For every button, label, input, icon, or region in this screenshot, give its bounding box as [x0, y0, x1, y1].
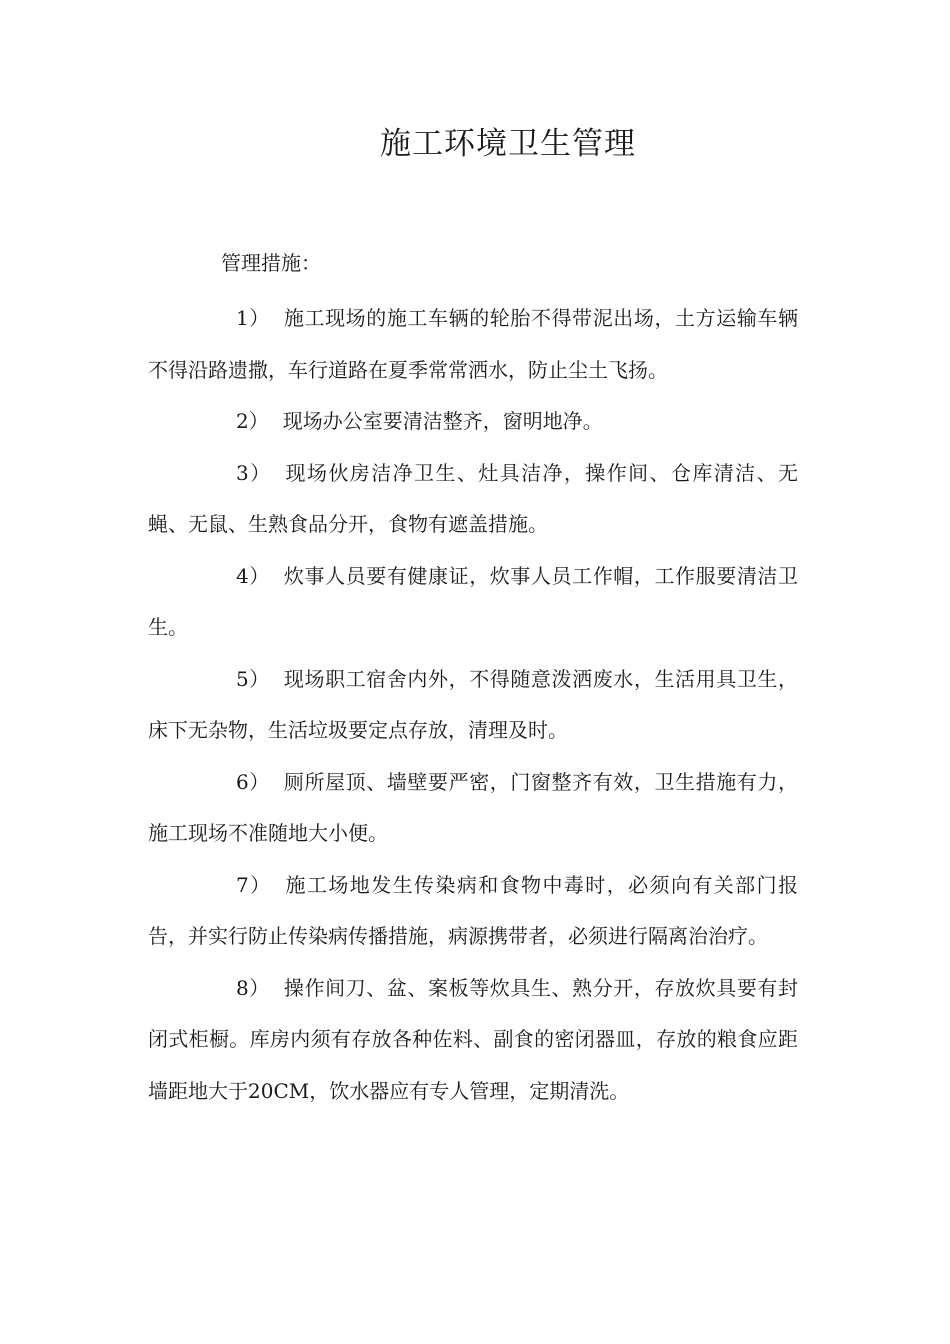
item-number: 7）	[236, 872, 272, 897]
item-number: 2）	[236, 409, 269, 433]
item-text: 现场办公室要清洁整齐，窗明地净。	[282, 409, 603, 433]
list-item	[148, 654, 798, 757]
item-text: 操作间刀、盆、案板等炊具生、熟分开，存放炊具要有封闭式柜橱。库房内须有存放各种佐料、副食的密闭器皿，存放的粮食应距墙距地大于20CM，饮水器应有专人管理，定期清洗。	[148, 975, 798, 1103]
list-item	[148, 448, 798, 551]
list-item	[148, 293, 798, 396]
item-text: 厕所屋顶、墙壁要严密，门窗整齐有效，卫生措施有力，施工现场不准随地大小便。	[148, 769, 798, 845]
item-text: 施工场地发生传染病和食物中毒时，必须向有关部门报告，并实行防止传染病传播措施，病源携带者，必须进行隔离治治疗。	[148, 872, 798, 948]
list-item	[148, 757, 798, 860]
item-text: 施工现场的施工车辆的轮胎不得带泥出场，土方运输车辆不得沿路遗撒，车行道路在夏季常常洒水，防止尘土飞扬。	[148, 306, 798, 382]
list-item	[148, 551, 798, 654]
section-heading: 管理措施：	[221, 251, 321, 275]
document-title: 施工环境卫生管理	[380, 126, 636, 162]
item-text: 现场伙房洁净卫生、灶具洁净，操作间、仓库清洁、无蝇、无鼠、生熟食品分开，食物有遮盖措施。	[148, 460, 798, 536]
item-number: 5）	[236, 666, 270, 691]
item-number: 8）	[236, 975, 270, 1000]
list-item	[148, 396, 798, 448]
list-item	[148, 963, 798, 1118]
item-text: 炊事人员要有健康证，炊事人员工作帽，工作服要清洁卫生。	[148, 563, 798, 639]
item-text: 现场职工宿舍内外，不得随意泼洒废水，生活用具卫生，床下无杂物，生活垃圾要定点存放，清理及时。	[148, 666, 798, 742]
item-number: 3）	[236, 460, 272, 485]
item-number: 6）	[236, 769, 270, 794]
measures-list	[148, 293, 798, 1117]
list-item	[148, 860, 798, 963]
item-number: 4）	[236, 563, 270, 588]
item-number: 1）	[236, 306, 270, 330]
